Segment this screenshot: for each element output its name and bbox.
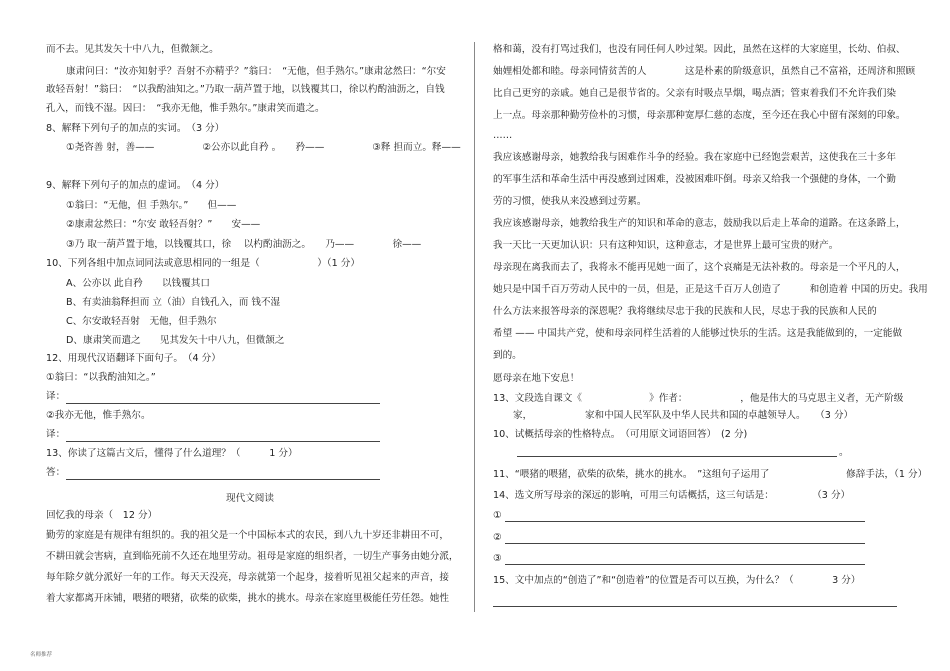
option-d: D、康肃笑而遣之 见其发矢十中八九，但微颔之 [66, 335, 285, 346]
answer-line [66, 441, 380, 442]
text-line: 什么方法来报答母亲的深恩呢？我将继续尽忠于我的民族和人民，尽忠于我的民族和人民的 [493, 306, 877, 317]
circle-3: ③ [493, 553, 502, 564]
question-12-b: ②我亦无他，惟手熟尔。 [46, 410, 151, 421]
text-line: 每年除夕就分派好一年的工作。每天天没亮，母亲就第一个起身，接着听见祖父起来的声音，接 [46, 572, 449, 583]
question-9-c: ③乃 取一葫芦置于地，以钱覆其口，徐 以杓酌油沥之。 乃—— 徐—— [66, 239, 422, 250]
text-line: 孔入，而钱不湿。因曰： “我亦无他，惟手熟尔。”康肃笑而遣之。 [46, 103, 325, 114]
translate-label: 译： [46, 391, 66, 402]
text-line: 我一天比一天更加认识：只有这种知识，这种意志，才是世界上最可宝贵的财产。 [493, 240, 839, 251]
answer-line [505, 521, 865, 522]
question-13: 13、你读了这篇古文后，懂得了什么道理？（ 1 分） [46, 448, 298, 459]
text-line: 她只是中国千百万劳动人民中的一员，但是，正是这千百万人创造了 和创造着 中国的历史。我用 [493, 284, 928, 295]
ellipsis: …… [493, 130, 513, 141]
translate-label: 译： [46, 429, 66, 440]
text-line: 着大家都离开床铺，喂猪的喂猪，砍柴的砍柴，挑水的挑水。母亲在家庭里极能任劳任怨。她性 [46, 593, 449, 604]
answer-label: 答： [46, 467, 66, 478]
text-line: 母亲现在离我而去了，我将永不能再见她一面了，这个哀痛是无法补救的。母亲是一个平凡的人， [493, 262, 906, 273]
text-line: 妯娌相处都和睦。母亲同情贫苦的人 这是朴素的阶级意识，虽然自己不富裕，还周济和照顾 [493, 66, 916, 77]
text-line: 愿母亲在地下安息！ [493, 373, 580, 384]
question-9: 9、解释下列句子的加点的虚词。 （4 分） [46, 180, 225, 191]
question-11-right: 11、“喂猪的喂猪，砍柴的砍柴，挑水的挑水。 ”这组句子运用了 修辞手法，（1 分） [493, 469, 928, 480]
text-line: 到的。 [493, 350, 522, 361]
answer-line [66, 479, 380, 480]
question-14-right: 14、选文所写母亲的深远的影响，可用三句话概括，这三句话是： （3 分） [493, 490, 851, 501]
answer-line [517, 456, 837, 457]
question-9-b: ②康肃忿然曰：“尔安 敢轻吾射？” 安—— [66, 219, 261, 230]
question-12: 12、用现代汉语翻译下面句子。 （4 分） [46, 353, 221, 364]
answer-line [505, 564, 865, 565]
question-13-right-cont: 家， 家和中国人民军队及中华人民共和国的卓越领导人。 （3 分） [513, 410, 854, 421]
text-line: 敢轻吾射！”翁曰： “以我酌油知之。”乃取一葫芦置于地，以钱覆其口，徐以杓酌油沥之，自钱 [46, 84, 445, 95]
answer-line [66, 403, 380, 404]
text-line: 我应该感谢母亲，她教给我与困难作斗争的经验。我在家庭中已经饱尝艰苦，这使我在三十多年 [493, 152, 896, 163]
answer-end: 。 [839, 447, 849, 458]
option-c: C、尔安敢轻吾射 无他，但手熟尔 [66, 316, 217, 327]
text-line: 而不去。见其发矢十中八九，但微颔之。 [46, 44, 219, 55]
answer-line [505, 543, 865, 544]
text-line: 勤劳的家庭是有规律有组织的。我的祖父是一个中国标本式的农民，到八九十岁还非耕田不可， [46, 530, 449, 541]
text-line: 的军事生活和革命生活中再没感到过困难，没被困难吓倒。母亲又给我一个强健的身体，一个勤 [493, 174, 896, 185]
section-title: 现代文阅读 [226, 493, 274, 504]
text-line: 我应该感谢母亲，她教给我生产的知识和革命的意志，鼓励我以后走上革命的道路。在这条路上， [493, 218, 906, 229]
question-13-right: 13、文段选自课文《 》作者： ，他是伟大的马克思主义者，无产阶级 [493, 393, 904, 404]
question-8-items: ①尧咨善 射，善—— ②公亦以此自矜 。 矜—— ③释 担而立。释—— [66, 142, 461, 153]
option-a: A、公亦以 此自矜 以钱覆其口 [66, 278, 210, 289]
question-10: 10、下列各组中加点词同法或意思相同的一组是（ ）（1 分） [46, 258, 360, 269]
circle-1: ① [493, 510, 502, 521]
text-line: 比自己更穷的亲戚。她自己是很节省的。父亲有时吸点旱烟，喝点酒；管束着我们不允许我们染 [493, 88, 896, 99]
circle-2: ② [493, 532, 502, 543]
question-12-a: ①翁曰：“以我酌油知之。” [46, 372, 156, 383]
option-b: B、有卖油翁释担而 立（油）自钱孔入，而 钱不湿 [66, 297, 281, 308]
answer-line [493, 606, 897, 607]
essay-title: 回忆我的母亲（ 12 分） [46, 510, 158, 521]
text-line: 劳的习惯，使我从来没感到过劳累。 [493, 196, 647, 207]
text-line: 不耕田就会害病，直到临死前不久还在地里劳动。祖母是家庭的组织者，一切生产事务由她分派， [46, 551, 459, 562]
text-line: 上一点。母亲那种勤劳俭朴的习惯，母亲那种宽厚仁慈的态度，至今还在我心中留有深刻的印象。 [493, 110, 906, 121]
text-line: 康肃问曰：“汝亦知射乎？吾射不亦精乎？”翁曰： “无他，但手熟尔。”康肃忿然曰：“尔安 [66, 66, 446, 77]
question-9-a: ①翁曰：“无他，但 手熟尔。” 但—— [66, 200, 237, 211]
text-line: 格和蔼，没有打骂过我们，也没有同任何人吵过架。因此，虽然在这样的大家庭里，长幼、伯叔、 [493, 44, 906, 55]
question-15-right: 15、文中加点的“创造了”和“创造着”的位置是否可以互换，为什么？（ 3 分） [493, 575, 861, 586]
question-10-right: 10、试概括母亲的性格特点。 （可用原文词语回答） (2 分) [493, 429, 748, 440]
text-line: 希望 —— 中国共产党，使和母亲同样生活着的人能够过快乐的生活。这是我能做到的，一定能做 [493, 328, 903, 339]
column-divider [474, 42, 475, 612]
question-8: 8、解释下列句子的加点的实词。 （3 分） [46, 123, 225, 134]
footer-text: 名师推荐 [30, 652, 53, 658]
